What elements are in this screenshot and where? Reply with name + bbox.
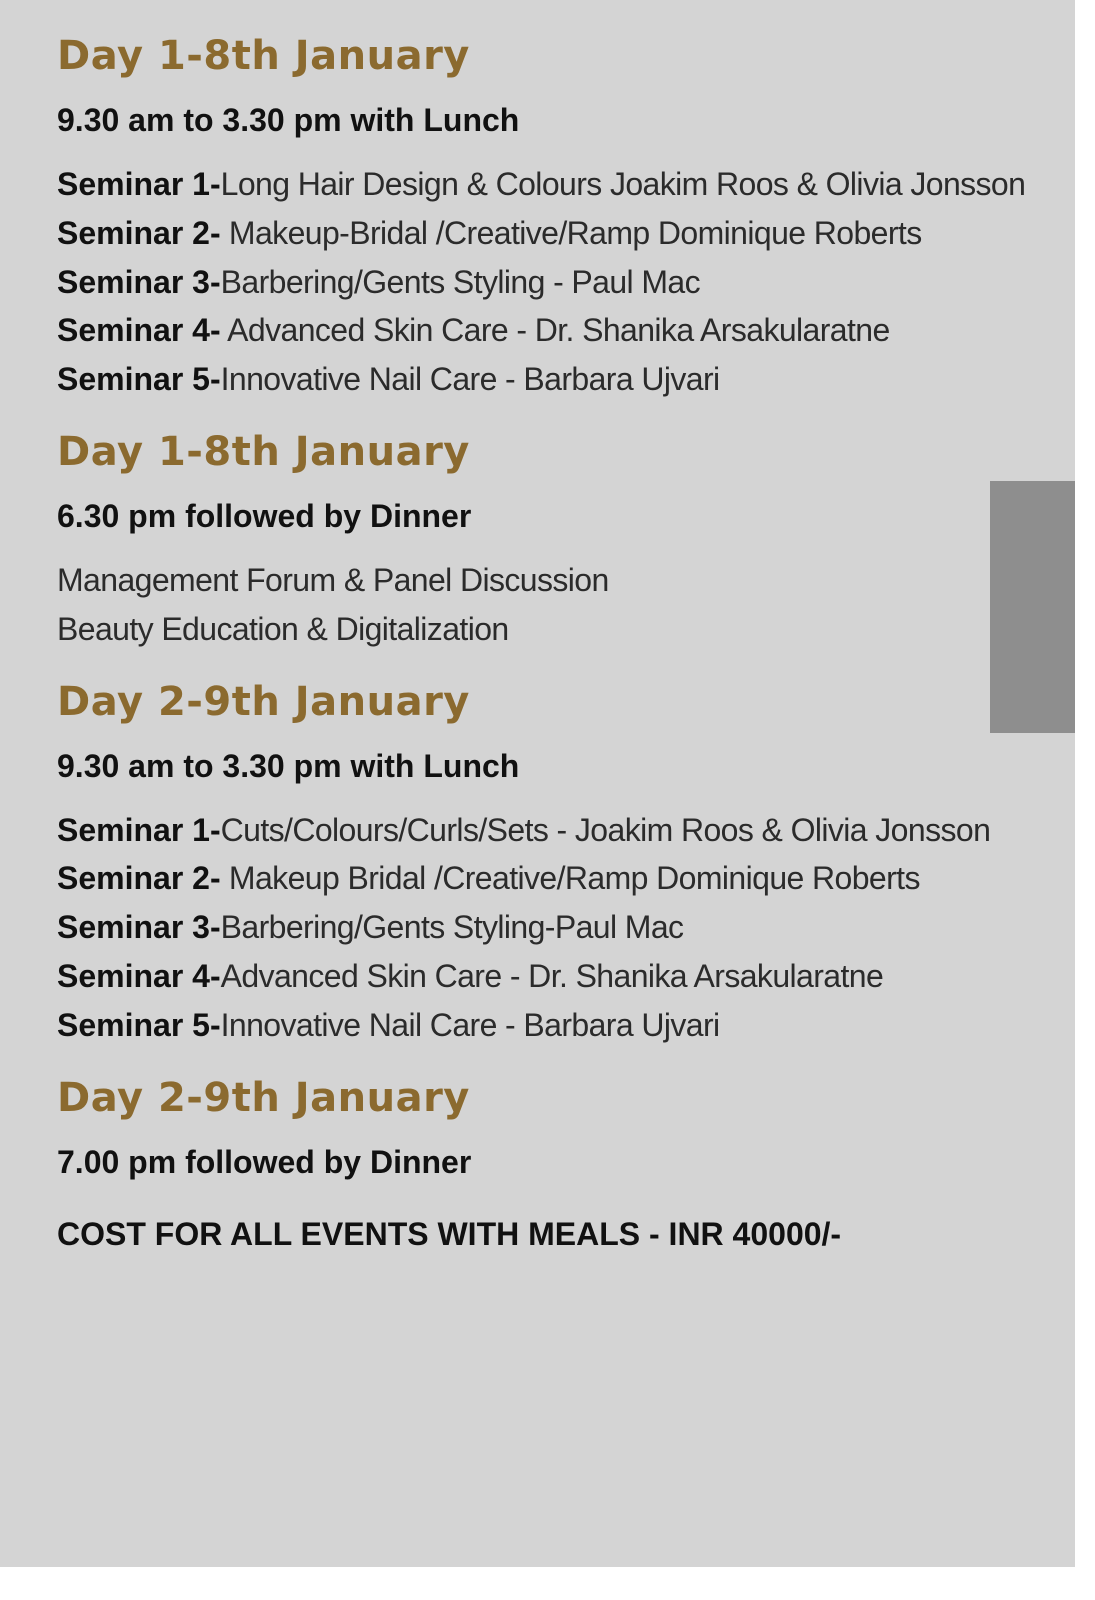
- day-section: [57, 28, 1037, 404]
- seminar-list: [57, 160, 1037, 404]
- day-heading: Day 1-8th January: [57, 428, 470, 475]
- seminar-list: [57, 806, 1037, 1050]
- day-section: [57, 1070, 1037, 1266]
- session-time: 7.00 pm followed by Dinner: [57, 1143, 472, 1180]
- seminar-item: [57, 854, 1037, 903]
- section-spacer: [57, 654, 1037, 674]
- seminar-item: [57, 903, 1037, 952]
- seminar-item: [57, 1001, 1037, 1050]
- seminar-label: Seminar 5-: [57, 1006, 221, 1043]
- seminar-description: Long Hair Design & Colours Joakim Roos & Olivia Jonsson: [220, 166, 1026, 202]
- cost-summary: COST FOR ALL EVENTS WITH MEALS - INR 40000/-: [57, 1215, 842, 1252]
- seminar-label: Seminar 2-: [57, 860, 221, 897]
- day-section: [57, 424, 1037, 654]
- forum-topic: Management Forum & Panel Discussion: [57, 561, 609, 598]
- section-spacer: [57, 1050, 1037, 1070]
- day-heading: Day 1-8th January: [57, 33, 470, 79]
- seminar-description: Barbering/Gents Styling-Paul Mac: [220, 909, 684, 946]
- seminar-item: [57, 258, 1037, 307]
- seminar-description: Innovative Nail Care - Barbara Ujvari: [220, 361, 720, 398]
- session-time: 6.30 pm followed by Dinner: [57, 497, 472, 534]
- schedule-content: [57, 28, 1037, 1266]
- seminar-description: Advanced Skin Care - Dr. Shanika Arsakularatne: [220, 957, 884, 994]
- seminar-label: Seminar 4-: [57, 312, 221, 349]
- seminar-description: Makeup Bridal /Creative/Ramp Dominique Roberts: [220, 860, 920, 897]
- section-spacer: [57, 404, 1037, 424]
- seminar-item: [57, 160, 1037, 209]
- seminar-description: Advanced Skin Care - Dr. Shanika Arsakularatne: [220, 312, 890, 349]
- seminar-label: Seminar 4-: [57, 957, 221, 994]
- scrollbar-thumb[interactable]: [990, 481, 1075, 733]
- seminar-description: Cuts/Colours/Curls/Sets - Joakim Roos & Olivia Jonsson: [220, 811, 991, 848]
- seminar-label: Seminar 1-: [57, 811, 221, 848]
- seminar-label: Seminar 5-: [57, 361, 221, 398]
- session-time: 9.30 am to 3.30 pm with Lunch: [57, 102, 520, 138]
- session-time: 9.30 am to 3.30 pm with Lunch: [57, 747, 520, 784]
- seminar-description: Makeup-Bridal /Creative/Ramp Dominique Roberts: [220, 214, 922, 251]
- seminar-description: Innovative Nail Care - Barbara Ujvari: [220, 1006, 720, 1043]
- day-section: [57, 674, 1037, 1050]
- seminar-item: [57, 952, 1037, 1001]
- day-heading: Day 2-9th January: [57, 1074, 470, 1121]
- forum-topic: Beauty Education & Digitalization: [57, 610, 509, 647]
- seminar-item: [57, 209, 1037, 258]
- seminar-description: Barbering/Gents Styling - Paul Mac: [220, 263, 701, 300]
- seminar-item: [57, 355, 1037, 404]
- seminar-item: [57, 806, 1037, 855]
- seminar-label: Seminar 3-: [57, 263, 221, 300]
- forum-list: [57, 556, 1037, 654]
- day-heading: Day 2-9th January: [57, 678, 470, 725]
- seminar-label: Seminar 1-: [57, 166, 221, 202]
- seminar-label: Seminar 2-: [57, 214, 221, 251]
- seminar-label: Seminar 3-: [57, 909, 221, 946]
- seminar-item: [57, 306, 1037, 355]
